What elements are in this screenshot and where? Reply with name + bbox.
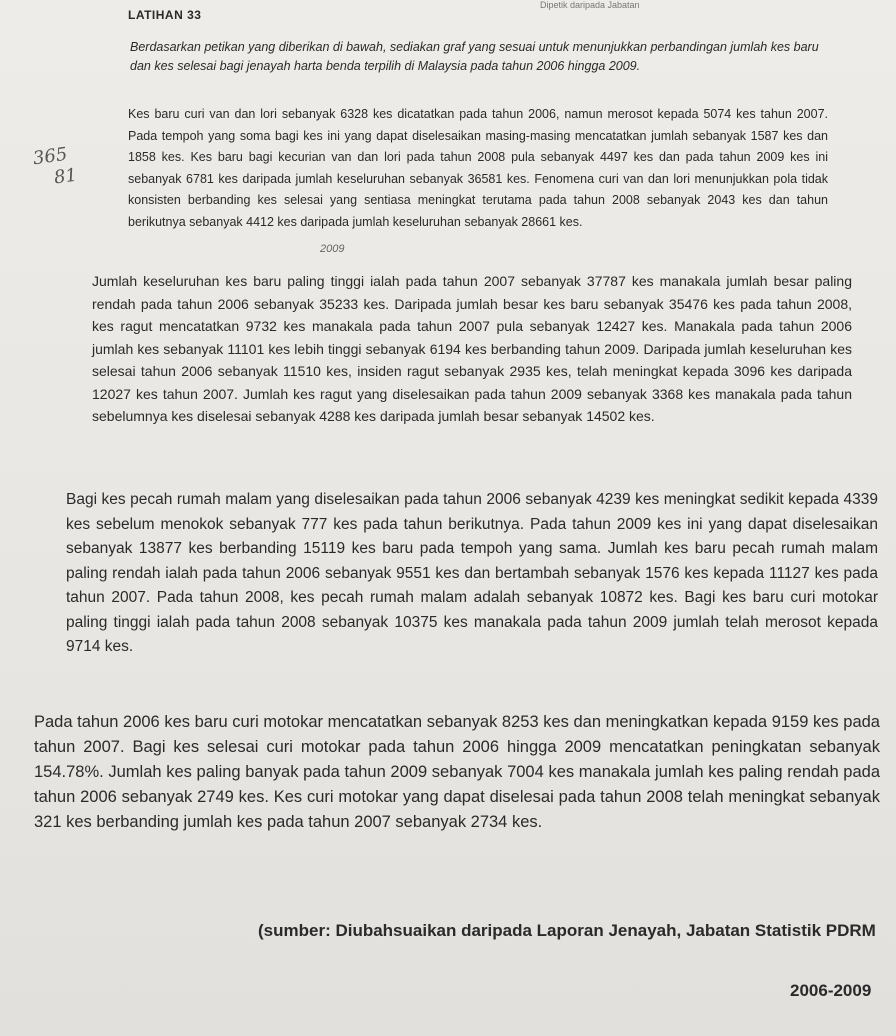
paragraph-ragut: Jumlah keseluruhan kes baru paling tinggi ialah pada tahun 2007 sebanyak 37787 kes manakala jumlah besar paling rendah pada tahun 2006 sebanyak 35233 kes. Daripada jumlah besar kes baru sebanyak 35476 kes pada tahun 2008, kes ragut mencatatkan 9732 kes manakala pada tahun 2007 pula sebanyak 12427 kes. Manakala pada tahun 2006 jumlah kes sebanyak 11101 kes lebih tinggi sebanyak 6194 kes berbanding tahun 2009. Daripada jumlah keseluruhan kes selesai tahun 2006 sebanyak 11510 kes, insiden ragut sebanyak 2935 kes, telah meningkat kepada 3096 kes daripada 12027 kes tahun 2007. Jumlah kes ragut yang diselesaikan pada tahun 2009 sebanyak 3368 kes manakala pada tahun sebelumnya kes diselesai sebanyak 4288 kes daripada jumlah besar sebanyak 14502 kes. [92, 273, 852, 424]
handwritten-note: 81 [52, 164, 79, 189]
paragraph-pecah-rumah: Bagi kes pecah rumah malam yang diselesaikan pada tahun 2006 sebanyak 4239 kes meningkat sedikit kepada 4339 kes sebelum menokok sebanyak 777 kes pada tahun berikutnya. Pada tahun 2009 kes ini yang dapat diselesaikan sebanyak 13877 kes berbanding 15119 kes baru pada tempoh yang sama. Jumlah kes baru pecah rumah malam paling rendah ialah pada tahun 2006 sebanyak 9551 kes dan bertambah sebanyak 1576 kes kepada 11127 kes pada tahun 2007. Pada tahun 2008, kes pecah rumah malam adalah sebanyak 10872 kes. Bagi kes baru curi motokar paling tinggi ialah pada tahun 2008 sebanyak 10375 kes manakala pada tahun 2009 jumlah telah merosot kepada 9714 kes. [66, 491, 878, 655]
paragraph-van-lori: Kes baru curi van dan lori sebanyak 6328 kes dicatatkan pada tahun 2006, namun merosot kepada 5074 kes tahun 2007. Pada tempoh yang soma bagi kes ini yang dapat diselesaikan masing-masing mencatatkan jumlah sebanyak 1587 kes dan 1858 kes. Kes baru bagi kecurian van dan lori pada tahun 2008 pula sebanyak 4497 kes dan pada tahun 2009 kes ini sebanyak 6781 kes daripada jumlah keseluruhan sebanyak 36581 kes. Fenomena curi van dan lori menunjukkan pola tidak konsisten berbanding kes selesai yang sentiasa meningkat terutama pada tahun 2008 sebanyak 2043 kes dan tahun berikutnya sebanyak 4412 kes daripada jumlah keseluruhan sebanyak 28661 kes. [128, 107, 828, 229]
source-years: 2006-2009 [790, 981, 872, 1000]
exercise-title: LATIHAN 33 [128, 8, 202, 22]
paragraph-curi-motokar: Pada tahun 2006 kes baru curi motokar mencatatkan sebanyak 8253 kes dan meningkatkan kepada 9159 kes pada tahun 2007. Bagi kes selesai curi motokar pada tahun 2006 hingga 2009 mencatatkan peningkatan sebanyak 154.78%. Jumlah kes paling banyak pada tahun 2009 sebanyak 7004 kes manakala jumlah kes paling rendah pada tahun 2006 sebanyak 2749 kes. Kes curi motokar yang dapat diselesai pada tahun 2008 telah meningkat sebanyak 321 kes berbanding jumlah kes pada tahun 2007 sebanyak 2734 kes. [34, 713, 880, 831]
handwritten-year-note: 2009 [320, 243, 345, 255]
top-note: Dipetik daripada Jabatan [540, 0, 640, 10]
handwritten-note: 365 [31, 143, 69, 170]
instruction-text: Berdasarkan petikan yang diberikan di bawah, sediakan graf yang sesuai untuk menunjukkan perbandingan jumlah kes baru dan kes selesai bagi jenayah harta benda terpilih di Malaysia pada tahun 2006 hingga 2009. [130, 40, 819, 73]
source-citation: (sumber: Diubahsuaikan daripada Laporan Jenayah, Jabatan Statistik PDRM [258, 921, 876, 940]
